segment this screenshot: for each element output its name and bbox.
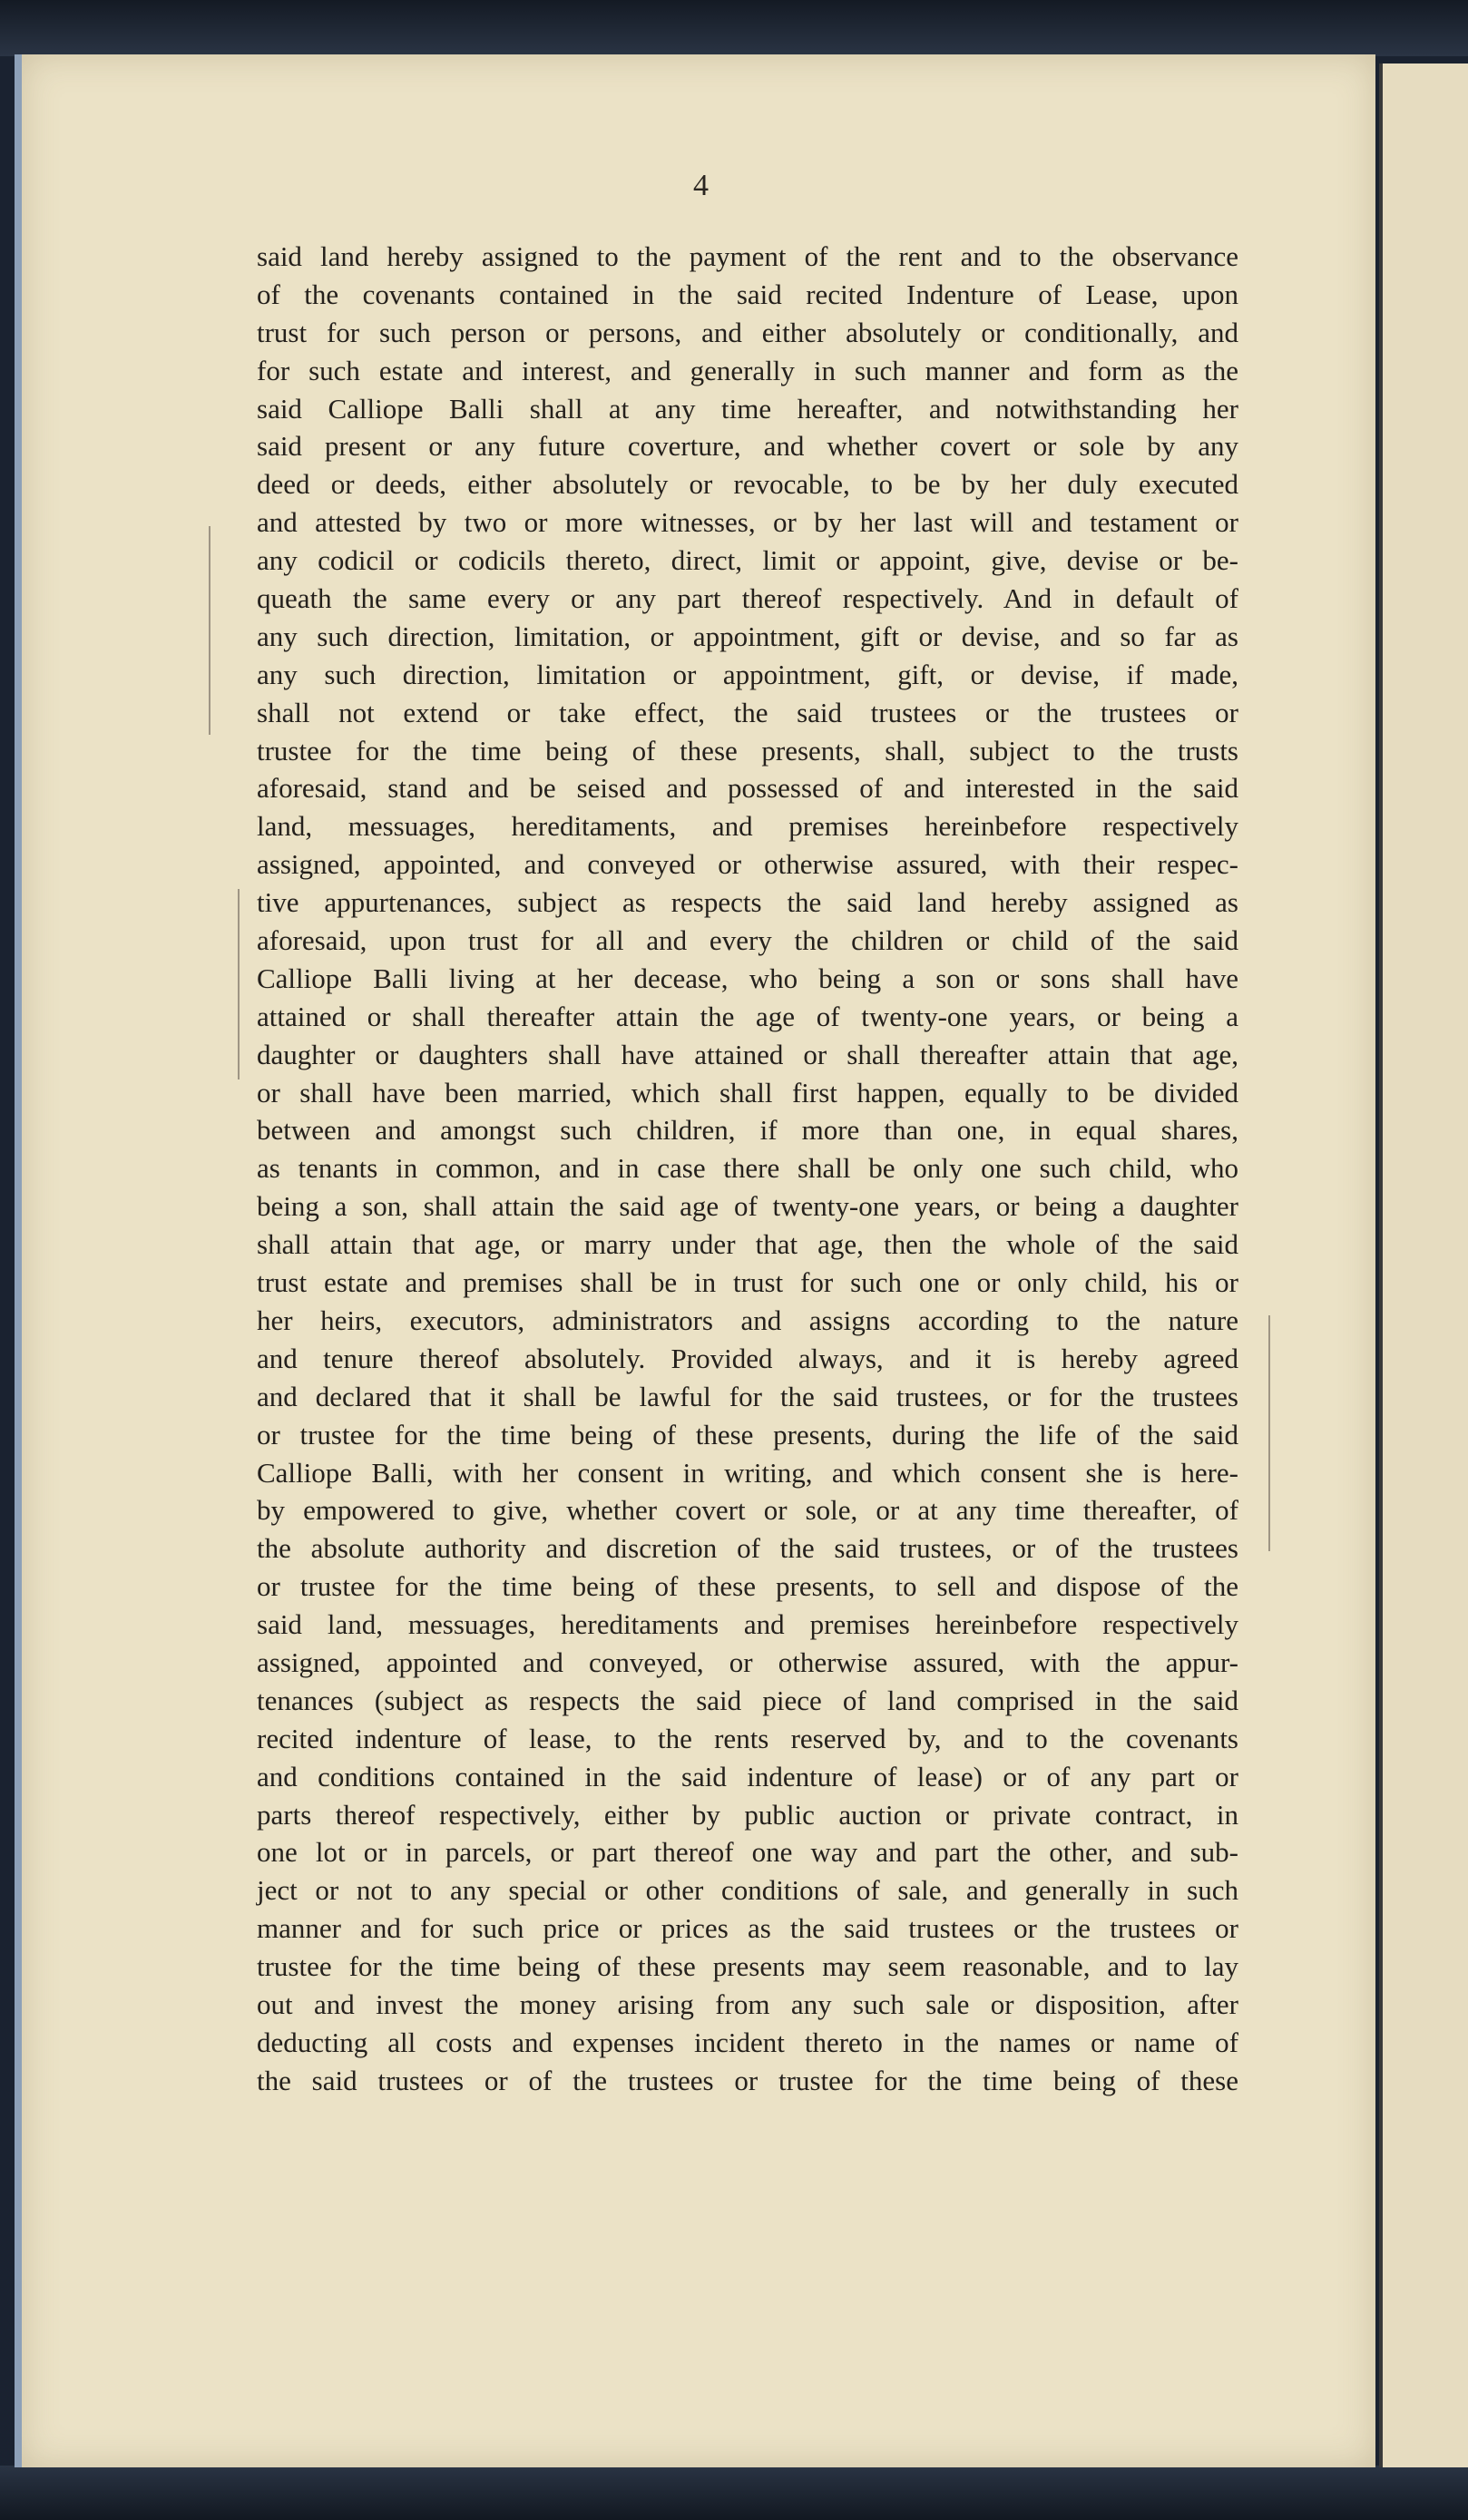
text-line: any such direction, limitation, or appointment, gift or devise, and so far as xyxy=(257,620,1238,652)
text-line: daughter or daughters shall have attained or shall thereafter attain that age, xyxy=(257,1038,1238,1070)
text-line: tenances (subject as respects the said piece of land comprised in the said xyxy=(257,1684,1238,1716)
pencil-margin-mark xyxy=(238,889,240,1079)
text-line: and attested by two or more witnesses, or by her last will and testament or xyxy=(257,506,1238,539)
text-line: or trustee for the time being of these presents, during the life of the said xyxy=(257,1418,1238,1450)
pencil-margin-mark xyxy=(1268,1315,1270,1551)
text-line: out and invest the money arising from any such sale or disposition, after xyxy=(257,1988,1238,2020)
text-line: assigned, appointed, and conveyed or otherwise assured, with their respec- xyxy=(257,848,1238,881)
text-line: and declared that it shall be lawful for the said trustees, or for the trustees xyxy=(257,1380,1238,1412)
text-line: trustee for the time being of these presents, shall, subject to the trusts xyxy=(257,734,1238,767)
text-line: or trustee for the time being of these presents, to sell and dispose of the xyxy=(257,1570,1238,1603)
text-line: any codicil or codicils thereto, direct, limit or appoint, give, devise or be- xyxy=(257,544,1238,577)
text-line: tive appurtenances, subject as respects the said land hereby assigned as xyxy=(257,886,1238,919)
text-line: shall not extend or take effect, the said trustees or the trustees or xyxy=(257,696,1238,728)
text-line: as tenants in common, and in case there shall be only one such child, who xyxy=(257,1152,1238,1185)
text-line: trustee for the time being of these presents may seem reasonable, and to lay xyxy=(257,1950,1238,1983)
text-line: said land hereby assigned to the payment of the rent and to the observance xyxy=(257,240,1238,272)
text-line: deed or deeds, either absolutely or revocable, to be by her duly executed xyxy=(257,468,1238,501)
text-line: assigned, appointed and conveyed, or otherwise assured, with the appur- xyxy=(257,1646,1238,1678)
text-line: land, messuages, hereditaments, and premises hereinbefore respectively xyxy=(257,810,1238,843)
book-cover-bottom xyxy=(0,2466,1468,2520)
text-line: Calliope Balli, with her consent in writing, and which consent she is here- xyxy=(257,1456,1238,1489)
text-line: her heirs, executors, administrators and assigns according to the nature xyxy=(257,1304,1238,1336)
text-line: said Calliope Balli shall at any time hereafter, and notwithstanding her xyxy=(257,392,1238,425)
text-line: shall attain that age, or marry under that age, then the whole of the said xyxy=(257,1228,1238,1261)
text-line: queath the same every or any part thereof respectively. And in default of xyxy=(257,582,1238,615)
text-line: and tenure thereof absolutely. Provided always, and it is hereby agreed xyxy=(257,1342,1238,1374)
text-line: any such direction, limitation or appointment, gift, or devise, if made, xyxy=(257,658,1238,690)
text-line: one lot or in parcels, or part thereof one way and part the other, and sub- xyxy=(257,1836,1238,1869)
text-line: by empowered to give, whether covert or sole, or at any time thereafter, of xyxy=(257,1494,1238,1527)
text-line: aforesaid, upon trust for all and every the children or child of the said xyxy=(257,924,1238,957)
text-line: said present or any future coverture, and whether covert or sole by any xyxy=(257,430,1238,463)
text-line: recited indenture of lease, to the rents reserved by, and to the covenants xyxy=(257,1722,1238,1754)
adjacent-page-edge xyxy=(1379,63,1468,2467)
text-line: trust for such person or persons, and either absolutely or conditionally, and xyxy=(257,316,1238,348)
text-line: the absolute authority and discretion of the said trustees, or of the trustees xyxy=(257,1532,1238,1565)
pencil-margin-mark xyxy=(209,526,210,735)
book-cover-top xyxy=(0,0,1468,56)
text-line: of the covenants contained in the said recited Indenture of Lease, upon xyxy=(257,278,1238,310)
text-line: manner and for such price or prices as the said trustees or the trustees or xyxy=(257,1912,1238,1945)
page-number: 4 xyxy=(693,169,709,202)
text-line: parts thereof respectively, either by public auction or private contract, in xyxy=(257,1798,1238,1831)
text-line: trust estate and premises shall be in trust for such one or only child, his or xyxy=(257,1266,1238,1299)
text-line: or shall have been married, which shall first happen, equally to be divided xyxy=(257,1076,1238,1109)
text-line: for such estate and interest, and generally in such manner and form as the xyxy=(257,354,1238,386)
text-line: between and amongst such children, if more than one, in equal shares, xyxy=(257,1114,1238,1147)
text-line: and conditions contained in the said indenture of lease) or of any part or xyxy=(257,1760,1238,1792)
text-line: attained or shall thereafter attain the age of twenty-one years, or being a xyxy=(257,1000,1238,1032)
body-text xyxy=(257,238,1238,2100)
text-line: said land, messuages, hereditaments and premises hereinbefore respectively xyxy=(257,1608,1238,1641)
text-line: deducting all costs and expenses incident thereto in the names or name of xyxy=(257,2026,1238,2058)
text-line: being a son, shall attain the said age of twenty-one years, or being a daughter xyxy=(257,1190,1238,1223)
text-line: ject or not to any special or other conditions of sale, and generally in such xyxy=(257,1874,1238,1907)
text-line: Calliope Balli living at her decease, who being a son or sons shall have xyxy=(257,962,1238,994)
text-line: the said trustees or of the trustees or trustee for the time being of these xyxy=(257,2064,1238,2096)
text-line: aforesaid, stand and be seised and possessed of and interested in the said xyxy=(257,772,1238,805)
